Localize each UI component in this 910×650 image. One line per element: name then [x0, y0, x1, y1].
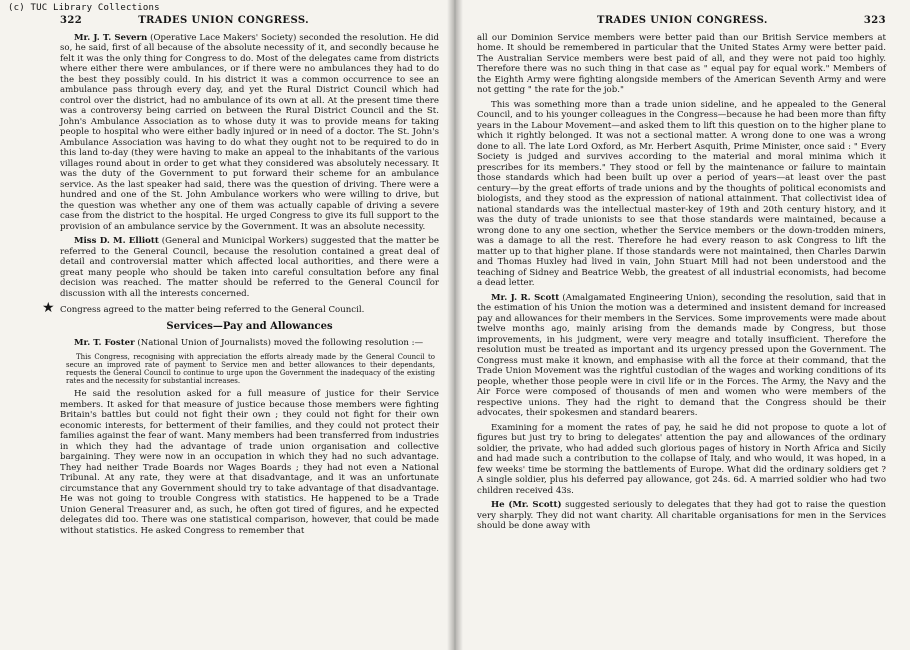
- paragraph-sideline: [477, 100, 886, 289]
- paragraph-text: He said the resolution asked for a full measure of justice for their Service members. It asked for that measure of justice because those members were fighting Britain's battles but could not fight their own ; they could not fight for their own economic interests, for betterment of their families, and they could not protect their families against the fear of want. Many members had been transferred from industries in which they had the advantage of trade union organisation and collective bargaining. They were now in an occupation in which they had no such advantage. They had neither Trade Boards nor Wages Boards ; they had not even a National Tribunal. At any rate, they were at that disadvantage, and it was an unfortunate circumstance that any Government should try to take advantage of that disadvantage. He was not going to trouble Congress with statistics. He happened to be a Trade Union General Treasurer and, as such, he often got tired of figures, and he expected delegates did too. There was one statistical comparison, however, that could be made without statistics. He asked Congress to remember that: [60, 389, 440, 536]
- right-page-number: 323: [863, 15, 886, 26]
- paragraph-text: suggested seriously to delegates that they had got to raise the question very sharply. They did not want charity. All charitable organisations for men in the Services should be done away with: [477, 500, 886, 531]
- paragraph-foster: [60, 338, 439, 349]
- speaker-name: He (Mr. Scott): [491, 500, 562, 510]
- left-running-head: TRADES UNION CONGRESS.: [138, 15, 309, 26]
- paragraph-text: (National Union of Journalists) moved the following resolution :—: [134, 338, 424, 348]
- paragraph-charity: [477, 500, 886, 532]
- right-page-header: [477, 16, 886, 27]
- speaker-name: Mr. J. R. Scott: [491, 292, 560, 303]
- paragraph-dominion: [477, 33, 886, 96]
- paragraph-text: (Operative Lace Makers' Society) seconded the resolution. He did so, he said, first of all because of the absolute necessity of it, and secondly because he felt it was the only thing for Congress to do. Most of the delegates came from districts where either there were ambulances, or if there were no ambulances they had to do the best they possibly could. In his district it was a common occurrence to see an ambulance pass through every day, and yet the Rural District Council which had control over the district, had no ambulance of its own at all. At the present time there was a controversy being carried on between the Rural District Council and the St. John's Ambulance Association as to whose duty it was to provide means for taking people to hospital who were either badly injured or in need of a doctor. The St. John's Ambulance Association was having to do what they ought not to be required to do in this land to-day (they were having to make an appeal to the inhabitants of the various villages round about in order to get what they considered was absolutely necessary. It was the duty of the Government to put forward their scheme for an ambulance service. As the last speaker had said, there was the question of driving. There were a hundred and one of the St. John Ambulance workers who were willing to drive, but the question was whether any one of them was actually capable of driving a severe case from the district to the hospital. He urged Congress to give its full support to the provision of an ambulance service by the Government. It was an absolute necessity.: [60, 32, 439, 232]
- right-running-head: TRADES UNION CONGRESS.: [597, 15, 768, 26]
- resolution-text: This Congress, recognising with appreciation the efforts already made by the General Council to secure an improved rate of payment to Service men and better allowances to their dependants, requests the General Council to continue to urge upon the Government the inadequacy of the existing rates and the necessity for substantial increases.: [66, 352, 435, 386]
- book-gutter: [447, 0, 463, 650]
- speaker-name: Mr. T. Foster: [74, 338, 135, 348]
- agreement-note: [42, 300, 439, 316]
- speaker-name: Miss D. M. Elliott: [74, 236, 159, 246]
- watermark: (c) TUC Library Collections: [8, 3, 160, 13]
- agreement-text: Congress agreed to the matter being referred to the General Council.: [60, 305, 365, 315]
- right-page: [455, 0, 910, 650]
- paragraph-elliott: [60, 236, 439, 299]
- paragraph-foster-speech: [60, 389, 439, 536]
- paragraph-text: (Amalgamated Engineering Union), seconding the resolution, said that in the estimation of his Union the motion was a determined and insistent demand for increased pay and allowances for their members in the Services. Some improvements were made about twelve months ago, mainly arising from the demands made by Congress, but those improvements, in his judgment, were very meagre and totally insufficient. Therefore the resolution must be treated as important and its urgency pressed upon the Government. The Congress must make it known, and emphasise with all the force at their command, that the Trade Union Movement was the rightful custodian of the wages and working conditions of its people, whether those people were in civil life or in the Forces. The Army, the Navy and the Air Force were composed of thousands of men and women who were members of the respective unions. They had the right to demand that the Congress should be their advocates, their spokesmen and standard bearers.: [477, 292, 887, 418]
- paragraph-text: Examining for a moment the rates of pay, he said he did not propose to quote a lot of figures but just try to bring to delegates' attention the pay and allowances of the ordinary soldier, the private, who had added such glorious pages of history in North Africa and Sicily and had made such a contribution to the collapse of Italy, and who would, it was hoped, in a few weeks' time be storming the battlements of Europe. What did the ordinary soldiers get ? A single soldier, plus his deferred pay allowance, got 24s. 6d. A married soldier who had two children received 43s.: [477, 422, 886, 496]
- paragraph-scott: [477, 293, 886, 419]
- star-icon: ★: [42, 300, 55, 316]
- section-heading: Services—Pay and Allowances: [166, 320, 333, 332]
- speaker-name: Mr. J. T. Severn: [74, 32, 148, 43]
- paragraph-rates: [477, 423, 886, 497]
- paragraph-severn: [60, 33, 439, 233]
- paragraph-text: This was something more than a trade union sideline, and he appealed to the General Council, and to his younger colleagues in the Congress—because he had been more than fifty years in the Labour Movement—and asked them to lift this question on to the higher plane to which it rightly belonged. It was not a sectional matter. A wrong done to one was a wrong done to all. The late Lord Oxford, as Mr. Herbert Asquith, Prime Minister, once said : " Every Society is judged and survives according to the material and moral minima which it prescribes for its members." They stood or fell by the maintenance or failure to maintain those standards which had been built up over a period of years—at least over the past century—by the great efforts of trade unions and by the thoughts of political economists and biologists, and they stood as the expression of national attainment. That collectivist idea of national standards was the intellectual master-key of 19th and 20th century history, and it was the duty of trade unionists to see that those standards were maintained, because a wrong done to any one section, whether the Service members or the down-trodden miners, was a damage to all the rest. Therefore he had every reason to ask Congress to lift the matter up to that higher plane. If those standards were not maintained, then Charles Darwin and Thomas Huxley had lived in vain, John Stuart Mill had not been understood and the teaching of Sidney and Beatrice Webb, the greatest of all industrial economists, had become a dead letter.: [477, 99, 886, 288]
- left-page-number: 322: [60, 15, 83, 26]
- left-page-header: [60, 16, 439, 27]
- paragraph-text: (General and Municipal Workers) suggested that the matter be referred to the General Council, because the resolution contained a great deal of detail and controversial matter which affected local authorities, and there were a great many people who should be taken into careful consultation before any final decision was reached. The matter should be referred to the General Council for discussion with all the interests concerned.: [60, 236, 439, 299]
- paragraph-text: all our Dominion Service members were better paid than our British Service members at home. It should be remembered in particular that the United States Army were better paid. The Australian Service members were best paid of all, and they were not paid too highly. Therefore there was no such thing in that case as " equal pay for equal work." Members of the Eighth Army were fighting alongside members of the American Seventh Army and were not getting " the rate for the job.": [477, 32, 886, 95]
